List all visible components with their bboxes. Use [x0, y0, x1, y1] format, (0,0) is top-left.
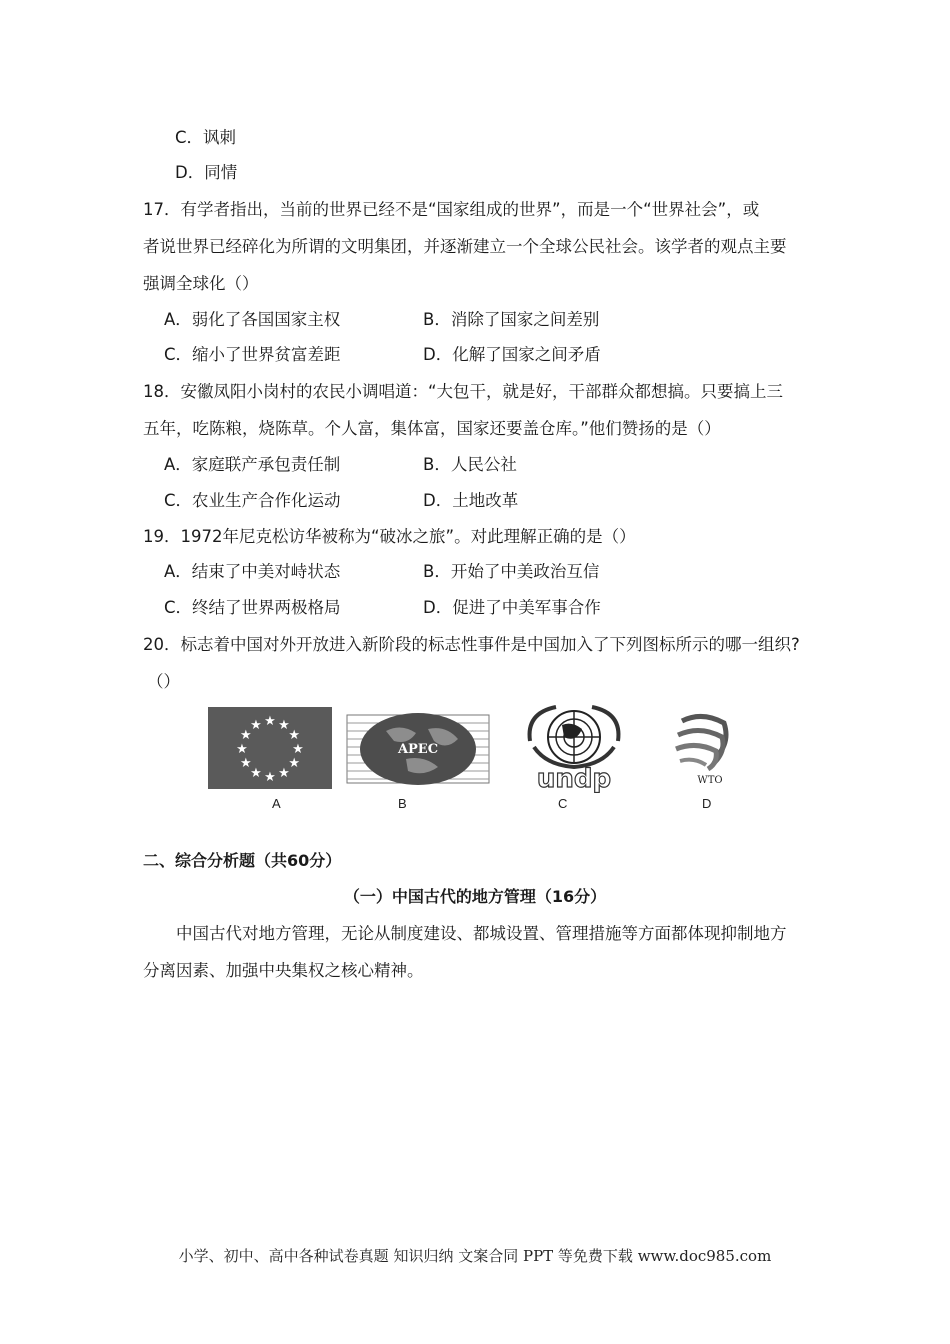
undp-emblem-icon — [506, 703, 642, 793]
q18-option-a: A．家庭联产承包责任制 — [164, 455, 341, 474]
eu-star-icon: ★ — [288, 756, 301, 771]
eu-star-icon: ★ — [278, 717, 290, 733]
q17-line-1: 17．有学者指出，当前的世界已经不是“国家组成的世界”，而是一个“世界社会”，或 — [143, 200, 760, 219]
apec-logo-text: APEC — [397, 742, 439, 757]
option-c-prev: C．讽刺 — [175, 128, 237, 147]
q20-line-2: （） — [147, 672, 180, 691]
eu-star-icon: ★ — [292, 742, 304, 757]
figure-label-c: C — [558, 796, 568, 811]
wto-logo-text: WTO — [697, 775, 723, 786]
q18-option-c: C．农业生产合作化运动 — [164, 491, 341, 510]
q17-option-b: B．消除了国家之间差别 — [423, 310, 600, 329]
q18-option-b: B．人民公社 — [423, 455, 517, 474]
section-subheading: （一）中国古代的地方管理（16分） — [343, 887, 607, 906]
eu-star-icon: ★ — [250, 717, 262, 733]
apec-globe-icon — [346, 711, 490, 787]
paragraph-line-1: 中国古代对地方管理，无论从制度建设、都城设置、管理措施等方面都体现抑制地方 — [176, 924, 787, 943]
q18-line-1: 18．安徽凤阳小岗村的农民小调唱道：“大包干，就是好，干部群众都想搞。只要搞上三 — [143, 382, 784, 401]
q17-option-a: A．弱化了各国国家主权 — [164, 310, 341, 329]
eu-flag-icon — [208, 707, 332, 789]
eu-star-icon: ★ — [264, 714, 276, 729]
figure-label-b: B — [398, 796, 407, 811]
q17-line-2: 者说世界已经碎化为所谓的文明集团，并逐渐建立一个全球公民社会。该学者的观点主要 — [143, 237, 787, 256]
eu-star-icon: ★ — [264, 770, 276, 785]
paragraph-line-2: 分离因素、加强中央集权之核心精神。 — [143, 961, 424, 980]
option-d-prev: D．同情 — [175, 163, 238, 182]
q17-line-3: 强调全球化（） — [143, 274, 259, 293]
figure-label-d: D — [702, 796, 712, 811]
q19-option-a: A．结束了中美对峙状态 — [164, 562, 341, 581]
q19-option-b: B．开始了中美政治互信 — [423, 562, 600, 581]
q17-option-c: C．缩小了世界贫富差距 — [164, 345, 341, 364]
q18-line-2: 五年，吃陈粮，烧陈草。个人富，集体富，国家还要盖仓库。”他们赞扬的是（） — [143, 419, 721, 438]
eu-star-icon: ★ — [278, 766, 290, 782]
eu-star-icon: ★ — [239, 756, 252, 771]
eu-star-icon: ★ — [236, 742, 248, 757]
q19-option-d: D．促进了中美军事合作 — [423, 598, 601, 617]
eu-star-icon: ★ — [250, 766, 262, 782]
figure-label-a: A — [272, 796, 281, 811]
undp-logo-text: undp — [536, 764, 612, 793]
q19-line-1: 19．1972年尼克松访华被称为“破冰之旅”。对此理解正确的是（） — [143, 527, 636, 546]
q20-line-1: 20．标志着中国对外开放进入新阶段的标志性事件是中国加入了下列图标所示的哪一组织? — [143, 635, 800, 654]
q19-option-c: C．终结了世界两极格局 — [164, 598, 341, 617]
eu-star-icon: ★ — [288, 728, 301, 743]
page-footer: 小学、初中、高中各种试卷真题 知识归纳 文案合同 PPT 等免费下载 www.doc985.com — [178, 1247, 772, 1265]
eu-star-icon: ★ — [239, 728, 252, 743]
q17-option-d: D．化解了国家之间矛盾 — [423, 345, 601, 364]
section-heading: 二、综合分析题（共60分） — [143, 851, 342, 870]
q18-option-d: D．土地改革 — [423, 491, 519, 510]
wto-logo-icon — [672, 711, 742, 787]
